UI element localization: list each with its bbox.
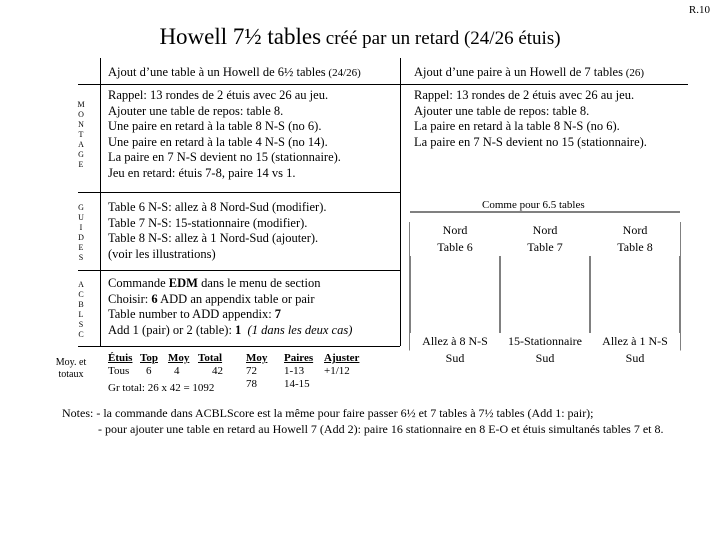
mouvement-right-text [414, 88, 647, 150]
notes [62, 405, 664, 437]
text-line: Commande EDM dans le menu de section [108, 276, 321, 290]
acblscore-text [108, 276, 352, 338]
table-8-bottom: Allez à 1 N-S Sud [590, 333, 680, 367]
text-line: Add 1 (pair) or 2 (table): 1 (1 dans les deux cas) [108, 322, 353, 337]
table-6-bottom: Allez à 8 N-S Sud [410, 333, 500, 367]
divider-guides-acbl [78, 270, 400, 271]
title-main: Howell 7½ tables [159, 24, 322, 49]
row-label-montage: M O N T A G E [77, 100, 85, 169]
header-left: Ajout d’une table à un Howell de 6½ tables (24/26) [108, 65, 361, 79]
row-label-guides: G U I D E S [78, 203, 84, 262]
text-line: Rappel: 13 rondes de 2 étuis avec 26 au jeu. [414, 88, 635, 102]
divider-left-bracket [100, 58, 101, 346]
divider-acbl-totals [78, 346, 400, 347]
text-line: La paire en 7 N-S devient no 15 (stationnaire). [414, 134, 647, 149]
totals-table-row: Tous 6 4 42 [108, 365, 223, 377]
title-rest: créé par un retard (24/26 étuis) [321, 28, 561, 49]
text-line: Rappel: 13 rondes de 2 étuis avec 26 au jeu. [108, 88, 329, 102]
text-line: Table number to ADD appendix: 7 [108, 307, 282, 321]
text-line: Choisir: 6 ADD an appendix table or pair [108, 291, 315, 306]
col-header: Moy [168, 352, 190, 364]
slide-title [0, 24, 720, 50]
text-line: Table 8 N-S: allez à 1 Nord-Sud (ajouter). [108, 231, 319, 245]
text-line: Table 7 N-S: 15-stationnaire (modifier). [108, 215, 308, 230]
text-line: Ajouter une table de repos: table 8. [414, 103, 590, 118]
divider-mouvement-guides [78, 192, 400, 193]
text-line: Une paire en retard à la table 4 N-S (no 14). [108, 134, 328, 149]
diagram-caption: Comme pour 6.5 tables [482, 199, 585, 211]
col-header: Moy [246, 352, 268, 364]
grand-total: Gr total: 26 x 42 = 1092 [108, 382, 215, 394]
row-label-moy-totaux: Moy. et totaux [55, 357, 87, 380]
table-7-top: Nord Table 7 [500, 222, 590, 256]
guides-left-text [108, 200, 327, 262]
table-8-top: Nord Table 8 [590, 222, 680, 256]
col-header: Étuis [108, 352, 133, 364]
text-line: (voir les illustrations) [108, 246, 216, 261]
divider-top [78, 84, 400, 85]
totals-table-headers [108, 352, 222, 365]
note-line: Notes: - la commande dans ACBLScore est la même pour faire passer 6½ et 7 tables à 7½ tables (Add 1: pair); [62, 406, 594, 420]
adjust-table-row: 78 14-15 [246, 378, 310, 390]
text-line: La paire en 7 N-S devient no 15 (stationnaire). [108, 150, 341, 164]
table-7-bottom: 15-Stationnaire Sud [500, 333, 590, 367]
header-right: Ajout d’une paire à un Howell de 7 tables (26) [414, 65, 645, 79]
divider-top-right [400, 84, 688, 85]
text-line: La paire en retard à la table 8 N-S (no 6). [414, 119, 620, 133]
row-label-acblsc: A C B L S C [78, 280, 84, 339]
table-6-top: Nord Table 6 [410, 222, 500, 256]
col-header: Total [198, 352, 223, 364]
text-line: Jeu en retard: étuis 7-8, paire 14 vs 1. [108, 165, 296, 180]
adjust-table-headers [246, 352, 359, 365]
col-header: Paires [284, 352, 314, 364]
text-line: Table 6 N-S: allez à 8 Nord-Sud (modifier). [108, 200, 327, 214]
note-line: - pour ajouter une table en retard au Howell 7 (Add 2): paire 16 stationnaire en 8 E-O et étuis simultanés tables 7 et 8. [98, 422, 664, 436]
page-number: R.10 [688, 4, 710, 16]
col-header: Top [140, 352, 158, 364]
adjust-table-row: 72 1-13 +1/12 [246, 365, 350, 377]
divider-center [400, 58, 401, 346]
text-line: Une paire en retard à la table 8 N-S (no 6). [108, 119, 322, 133]
text-line: Ajouter une table de repos: table 8. [108, 103, 284, 118]
col-header: Ajuster [324, 352, 360, 364]
mouvement-left-text [108, 88, 341, 181]
